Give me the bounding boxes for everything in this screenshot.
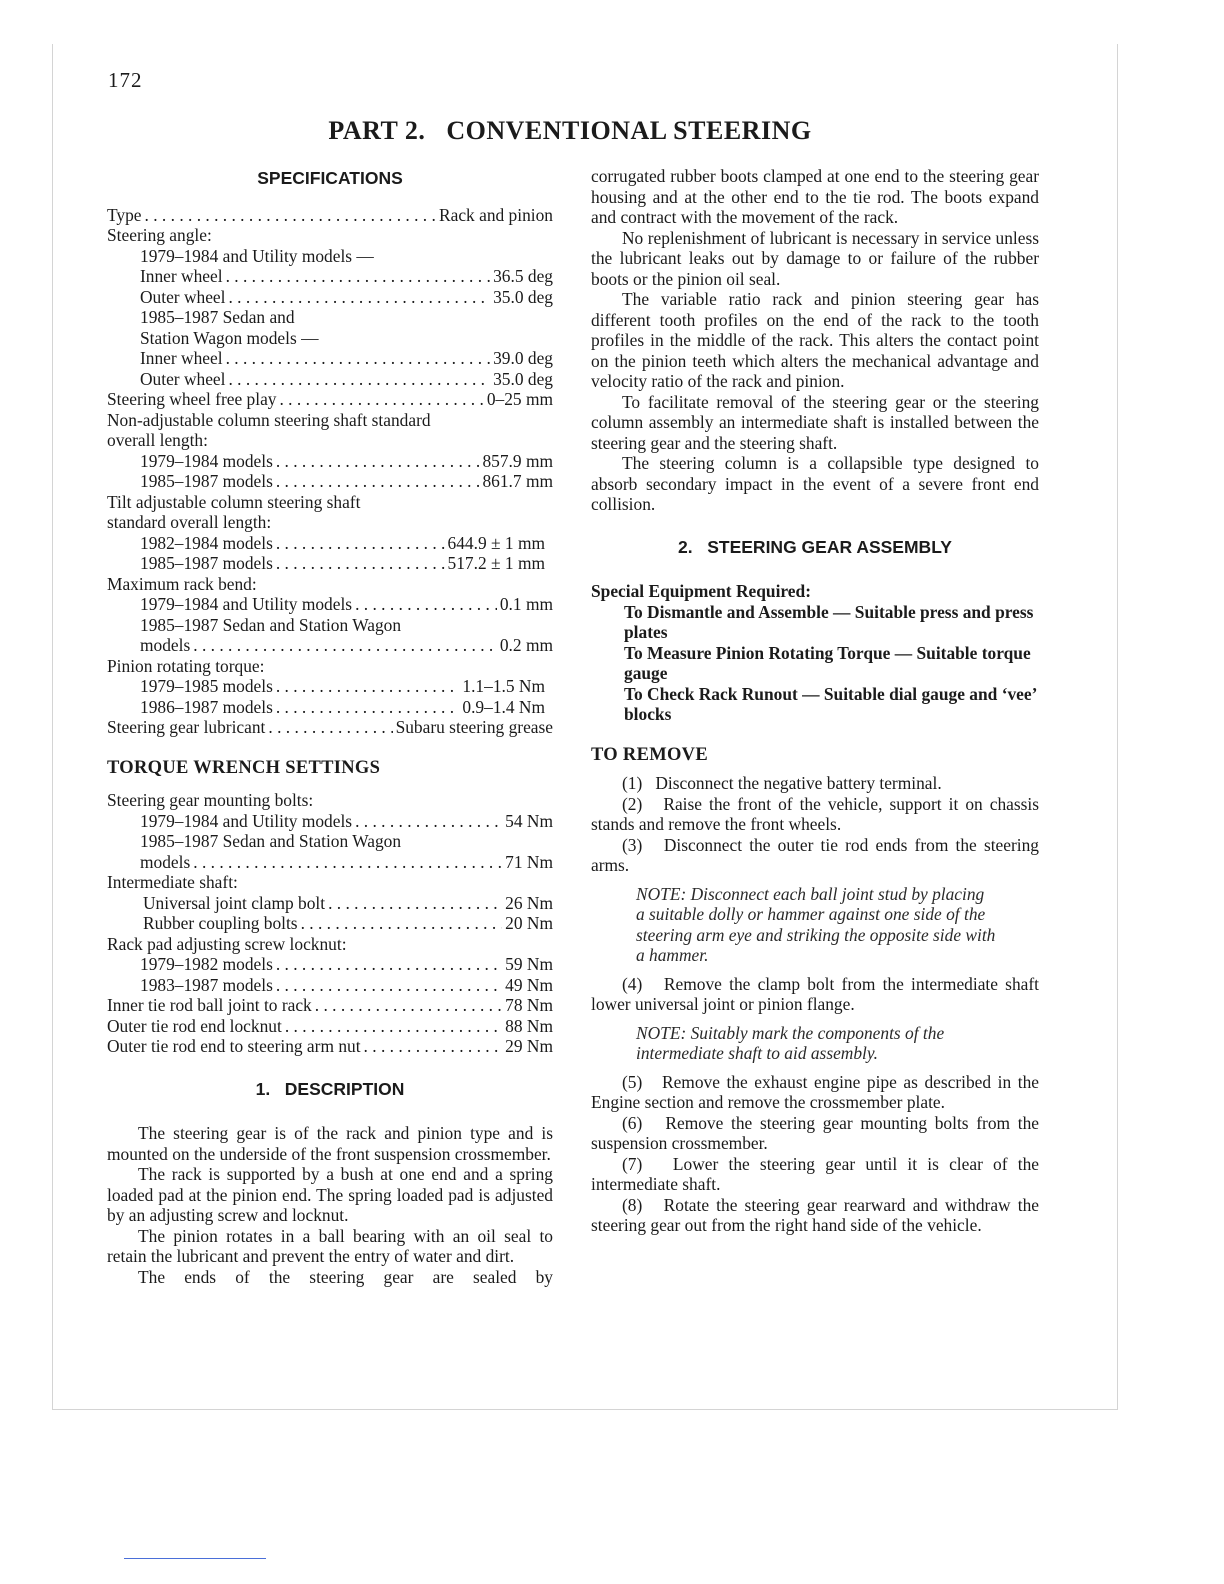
spec-row: Inner wheel . . . 39.0 deg (107, 348, 553, 369)
description-paragraph: The steering column is a collapsible type designed to absorb secondary impact in the event of a severe front end collision. (591, 453, 1039, 514)
torque-row: Rubber coupling bolts . . . 20 Nm (107, 913, 553, 934)
remove-step: (3) Disconnect the outer tie rod ends from the steering arms. (591, 834, 1044, 875)
spec-row: 1986–1987 models . . . 0.9–1.4 Nm (107, 697, 553, 718)
torque-group-heading: Steering gear mounting bolts: (107, 790, 314, 810)
torque-row: models . . . 71 Nm (107, 852, 553, 873)
remove-note: NOTE: Suitably mark the components of the intermediate shaft to aid assembly. (636, 1022, 945, 1063)
remove-step: (4) Remove the clamp bolt from the intermediate shaft lower universal joint or pinion flange. (591, 973, 1044, 1014)
description-paragraph: No replenishment of lubricant is necessary in service unless the lubricant leaks out by damage to or failure of the rubber boots or the pinion oil seal. (591, 227, 1039, 289)
equipment-item: To Measure Pinion Rotating Torque — Suitable torque gauge (624, 642, 1031, 683)
torque-row: 1983–1987 models . . . 49 Nm (107, 975, 553, 996)
spec-row: 1979–1984 models . . . 857.9 mm (107, 451, 553, 472)
description-paragraph: The ends of the steering gear are sealed by (138, 1266, 553, 1287)
remove-note: NOTE: Disconnect each ball joint stud by placing a suitable dolly or hammer against one side of the steering arm eye and striking the opposite side with a hammer. (636, 883, 996, 965)
spec-heading: Steering angle: (107, 225, 212, 245)
spec-row: Outer wheel . . . 35.0 deg (107, 369, 553, 390)
torque-heading: TORQUE WRENCH SETTINGS (107, 757, 381, 778)
torque-row: Inner tie rod ball joint to rack . . . 78 Nm (107, 995, 553, 1016)
remove-step: (7) Lower the steering gear until it is clear of the intermediate shaft. (591, 1153, 1044, 1194)
remove-step: (1) Disconnect the negative battery terminal. (622, 773, 942, 793)
spec-row: Inner wheel . . . 36.5 deg (107, 266, 553, 287)
description-paragraph: The steering gear is of the rack and pinion type and is mounted on the underside of the front suspension crossmember. (107, 1123, 553, 1164)
left-column (107, 166, 553, 1287)
torque-row: 1979–1984 and Utility models . . . 54 Nm (107, 811, 553, 832)
spec-heading: Pinion rotating torque: (107, 655, 265, 676)
remove-heading: TO REMOVE (591, 744, 708, 765)
remove-step: (2) Raise the front of the vehicle, support it on chassis stands and remove the front wheels. (591, 793, 1044, 834)
spec-row: models . . . 0.2 mm (107, 635, 553, 656)
part-title: PART 2. CONVENTIONAL STEERING (328, 116, 812, 145)
spec-row: Steering wheel free play . . . 0–25 mm (107, 389, 553, 410)
description-paragraph: The pinion rotates in a ball bearing with an oil seal to retain the lubricant and prevent the entry of water and dirt. (107, 1225, 553, 1266)
spec-subheading: Station Wagon models — (140, 327, 319, 348)
spec-heading: Non-adjustable column steering shaft standard (107, 409, 431, 430)
spec-heading: Maximum rack bend: (107, 573, 257, 594)
torque-row: 1979–1982 models . . . 59 Nm (107, 954, 553, 975)
spec-heading: standard overall length: (107, 512, 272, 532)
description-paragraph: The variable ratio rack and pinion steering gear has different tooth profiles on the end of the rack to the tooth profiles in the middle of the rack. This alters the contact point on the pinion teeth which alters the mechanical advantage and velocity ratio of the rack and pinion. (591, 289, 1039, 391)
right-column (591, 166, 1044, 1236)
footer-rule (124, 1558, 266, 1559)
spec-heading: overall length: (107, 430, 208, 450)
description-paragraph: To facilitate removal of the steering gear or the steering column assembly an intermediate shaft is installed between the steering gear and the steering shaft. (591, 391, 1039, 453)
spec-row: Outer wheel . . . 35.0 deg (107, 287, 553, 308)
equipment-item: To Dismantle and Assemble — Suitable press and press plates (624, 601, 1034, 642)
assembly-heading: 2. STEERING GEAR ASSEMBLY (678, 536, 952, 557)
remove-step: (8) Rotate the steering gear rearward and withdraw the steering gear out from the right hand side of the vehicle. (591, 1194, 1044, 1235)
remove-step: (5) Remove the exhaust engine pipe as described in the Engine section and remove the crossmember plate. (591, 1071, 1044, 1112)
spec-row: Type . . . Rack and pinion (107, 205, 553, 226)
torque-row: Universal joint clamp bolt . . . 26 Nm (107, 893, 553, 914)
spec-heading: Tilt adjustable column steering shaft (107, 491, 361, 512)
page-number: 172 (108, 68, 143, 92)
spec-row: 1979–1984 and Utility models . . . 0.1 mm (107, 594, 553, 615)
torque-subheading: 1985–1987 Sedan and Station Wagon (140, 831, 402, 851)
spec-row: 1985–1987 models . . . 517.2 ± 1 mm (107, 553, 553, 574)
spec-row: 1985–1987 models . . . 861.7 mm (107, 471, 553, 492)
description-paragraph: The rack is supported by a bush at one end and a spring loaded pad at the pinion end. The spring loaded pad is adjusted by an adjusting screw and locknut. (107, 1164, 553, 1225)
description-paragraph: corrugated rubber boots clamped at one end to the steering gear housing and at the other end to the tie rod. The boots expand and contract with the movement of the rack. (591, 166, 1039, 227)
spec-row: 1979–1985 models . . . 1.1–1.5 Nm (107, 676, 553, 697)
equipment-heading: Special Equipment Required: (591, 581, 811, 601)
spec-subheading: 1985–1987 Sedan and Station Wagon (140, 614, 402, 635)
description-heading: 1. DESCRIPTION (255, 1078, 405, 1099)
torque-row: Outer tie rod end locknut . . . 88 Nm (107, 1016, 553, 1037)
torque-group-heading: Rack pad adjusting screw locknut: (107, 933, 347, 954)
spec-row: 1982–1984 models . . . 644.9 ± 1 mm (107, 533, 553, 554)
torque-row: Outer tie rod end to steering arm nut . . . 29 Nm (107, 1036, 553, 1057)
spec-subheading: 1985–1987 Sedan and (140, 307, 295, 327)
torque-group-heading: Intermediate shaft: (107, 872, 238, 892)
equipment-item: To Check Rack Runout — Suitable dial gauge and ‘vee’ blocks (624, 683, 1037, 724)
spec-row: Steering gear lubricant . . . Subaru steering grease (107, 717, 553, 738)
spec-subheading: 1979–1984 and Utility models — (140, 245, 374, 266)
remove-step: (6) Remove the steering gear mounting bolts from the suspension crossmember. (591, 1112, 1044, 1153)
specifications-heading: SPECIFICATIONS (257, 168, 403, 188)
